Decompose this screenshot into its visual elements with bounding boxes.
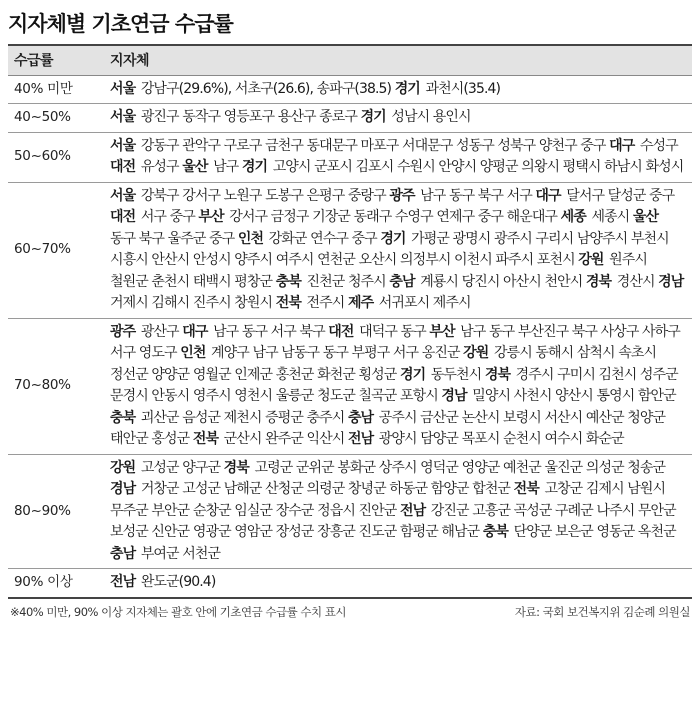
district-list: 강동구 관악구 구로구 금천구 동대문구 마포구 서대문구 성동구 성북구 양천구 중구: [140, 137, 606, 154]
rate-cell: 80~90%: [14, 502, 71, 519]
province-label: 울산: [632, 209, 659, 225]
district-list: 계룡시 당진시 아산시 천안시: [420, 273, 583, 290]
province-label: 인천: [237, 230, 264, 247]
page-title: 지자체별 기초연금 수급률: [8, 12, 233, 36]
province-label: 대전: [328, 323, 354, 340]
province-label: 강원: [463, 345, 489, 361]
source-credit: 자료: 국회 보건복지위 김순례 의원실: [514, 604, 690, 619]
province-label: 서울: [110, 187, 136, 204]
province-label: 서울: [110, 109, 136, 125]
province-label: 경북: [585, 273, 612, 290]
rate-cell: 50~60%: [14, 148, 71, 165]
province-label: 대구: [535, 187, 561, 204]
district-list: 남구 동구 서구 북구: [213, 323, 325, 340]
province-label: 경남: [441, 388, 467, 404]
table-row: [8, 75, 692, 104]
rate-cell: 40% 미만: [14, 80, 73, 97]
province-label: 광주: [110, 323, 136, 340]
district-list: 강남구(29.6%), 서초구(26.6), 송파구(38.5): [140, 80, 392, 97]
district-list: 강진군 고흥군 곡성군 구례군 나주시 무안군 보성군 신안군 영광군 영암군 장성군 장흥군 진도군 함평군 해남군: [110, 502, 676, 540]
province-label: 전북: [192, 431, 219, 447]
district-list: 서귀포시 제주시: [378, 295, 471, 311]
district-list: 동두천시: [430, 366, 482, 383]
table-row: [8, 132, 692, 182]
province-label: 경북: [484, 366, 511, 383]
district-list: 거제시 김해시 진주시 창원시: [110, 295, 273, 311]
areas-cell: [104, 132, 692, 182]
district-list: 단양군 보은군 영동군 옥천군: [513, 524, 676, 540]
areas-cell: [104, 104, 692, 133]
district-list: 완도군(90.4): [140, 574, 216, 590]
district-list: 광진구 동작구 영등포구 용산구 종로구: [140, 109, 357, 125]
district-list: 동구 북구 울주군 중구: [110, 230, 235, 247]
district-list: 부여군 서천군: [140, 545, 221, 562]
district-list: 경주시 구미시 김천시 성주군 문경시 안동시 영주시 영천시 울릉군 청도군 칠곡군 포항시: [110, 366, 678, 404]
district-list: 괴산군 음성군 제천시 증평군 충주시: [140, 409, 345, 426]
district-list: 강서구 금정구 기장군 동래구 수영구 연제구 중구 해운대구: [229, 209, 558, 225]
province-label: 경기: [394, 80, 420, 97]
province-label: 전남: [347, 431, 374, 447]
table-row: [8, 569, 692, 598]
district-list: 고양시 군포시 김포시 수원시 안양시 양평군 의왕시 평택시 하남시 화성시: [272, 159, 684, 175]
district-list: 공주시 금산군 논산시 보령시 서산시 예산군 청양군 태안군 홍성군: [110, 409, 666, 447]
table-header-row: [8, 45, 692, 75]
province-label: 전북: [513, 481, 539, 497]
province-label: 충남: [347, 409, 374, 426]
district-list: 원주시 철원군 춘천시 태백시 평창군: [110, 252, 647, 290]
province-label: 전남: [399, 502, 426, 519]
province-label: 대구: [609, 137, 635, 154]
areas-cell: [104, 569, 692, 598]
rate-cell: 60~70%: [14, 241, 71, 258]
province-label: 충북: [275, 273, 301, 290]
district-list: 남구 동구 부산진구 북구 사상구 사하구 서구 영도구: [110, 323, 680, 361]
table-row: [8, 104, 692, 133]
header-region: 지자체: [110, 53, 150, 70]
province-label: 전남: [110, 574, 136, 590]
district-list: 대덕구 동구: [359, 323, 426, 340]
footnote: ※40% 미만, 90% 이상 지자체는 괄호 안에 기초연금 수급률 수치 표시: [10, 604, 346, 619]
pension-rate-table: [8, 44, 692, 599]
province-label: 경기: [380, 230, 406, 247]
district-list: 계양구 남구 남동구 동구 부평구 서구 옹진군: [211, 345, 460, 361]
province-label: 제주: [347, 295, 374, 311]
province-label: 충북: [482, 524, 509, 540]
province-label: 인천: [180, 345, 206, 361]
province-label: 충남: [389, 273, 415, 290]
district-list: 강화군 연수구 중구: [268, 230, 377, 247]
district-list: 가평군 광명시 광주시 구리시 남양주시 부천시 시흥시 안산시 안성시 양주시 여주시 연천군 오산시 의정부시 이천시 파주시 포천시: [110, 230, 669, 268]
province-label: 부산: [198, 209, 224, 225]
district-list: 서구 중구: [140, 209, 195, 225]
header-rate: 수급률: [14, 53, 54, 70]
district-list: 세종시: [591, 209, 630, 225]
district-list: 달서구 달성군 중구: [566, 187, 675, 204]
province-label: 대구: [182, 323, 208, 340]
province-label: 경남: [658, 273, 684, 290]
district-list: 과천시(35.4): [425, 80, 501, 97]
rate-cell: 40~50%: [14, 109, 71, 125]
province-label: 경북: [223, 459, 249, 476]
province-label: 강원: [578, 252, 604, 268]
province-label: 강원: [110, 459, 136, 476]
district-list: 전주시: [306, 295, 345, 311]
province-label: 대전: [110, 159, 136, 175]
table-row: [8, 182, 692, 318]
province-label: 울산: [182, 159, 208, 175]
district-list: 군산시 완주군 익산시: [223, 431, 345, 447]
district-list: 고성군 양구군: [140, 459, 221, 476]
table-row: [8, 454, 692, 569]
district-list: 고령군 군위군 봉화군 상주시 영덕군 영양군 예천군 울진군 의성군 청송군: [254, 459, 666, 476]
province-label: 세종: [560, 209, 586, 225]
province-label: 충북: [110, 409, 136, 426]
district-list: 강릉시 동해시 삼척시 속초시 정선군 양양군 영월군 인제군 홍천군 화천군 횡성군: [110, 345, 657, 383]
province-label: 전북: [275, 295, 301, 311]
province-label: 경남: [110, 481, 136, 497]
province-label: 경기: [360, 109, 386, 125]
district-list: 남구 동구 북구 서구: [420, 187, 532, 204]
district-list: 거창군 고성군 남해군 산청군 의령군 창녕군 하동군 함양군 합천군: [140, 481, 511, 497]
province-label: 부산: [429, 323, 455, 340]
table-row: [8, 318, 692, 454]
province-label: 경기: [241, 159, 268, 175]
district-list: 강북구 강서구 노원구 도봉구 은평구 중랑구: [140, 187, 386, 204]
areas-cell: [104, 182, 692, 318]
district-list: 수성구: [639, 137, 678, 154]
province-label: 대전: [110, 209, 136, 225]
province-label: 경기: [399, 366, 426, 383]
areas-cell: [104, 75, 692, 104]
district-list: 밀양시 사천시 양산시 통영시 함안군: [472, 388, 676, 404]
district-list: 성남시 용인시: [391, 109, 471, 125]
province-label: 서울: [110, 137, 136, 154]
province-label: 서울: [110, 80, 136, 97]
district-list: 진천군 청주시: [306, 273, 386, 290]
province-label: 충남: [110, 545, 136, 562]
district-list: 광양시 담양군 목포시 순천시 여수시 화순군: [378, 431, 624, 447]
district-list: 광산구: [140, 323, 179, 340]
province-label: 광주: [389, 187, 415, 204]
district-list: 남구: [213, 159, 239, 175]
areas-cell: [104, 454, 692, 569]
rate-cell: 90% 이상: [14, 574, 73, 590]
areas-cell: [104, 318, 692, 454]
footer: [8, 599, 692, 620]
district-list: 유성구: [140, 159, 179, 175]
rate-cell: 70~80%: [14, 377, 71, 394]
district-list: 고창군 김제시 남원시 무주군 부안군 순창군 임실군 장수군 정읍시 진안군: [110, 481, 666, 519]
district-list: 경산시: [616, 273, 655, 290]
